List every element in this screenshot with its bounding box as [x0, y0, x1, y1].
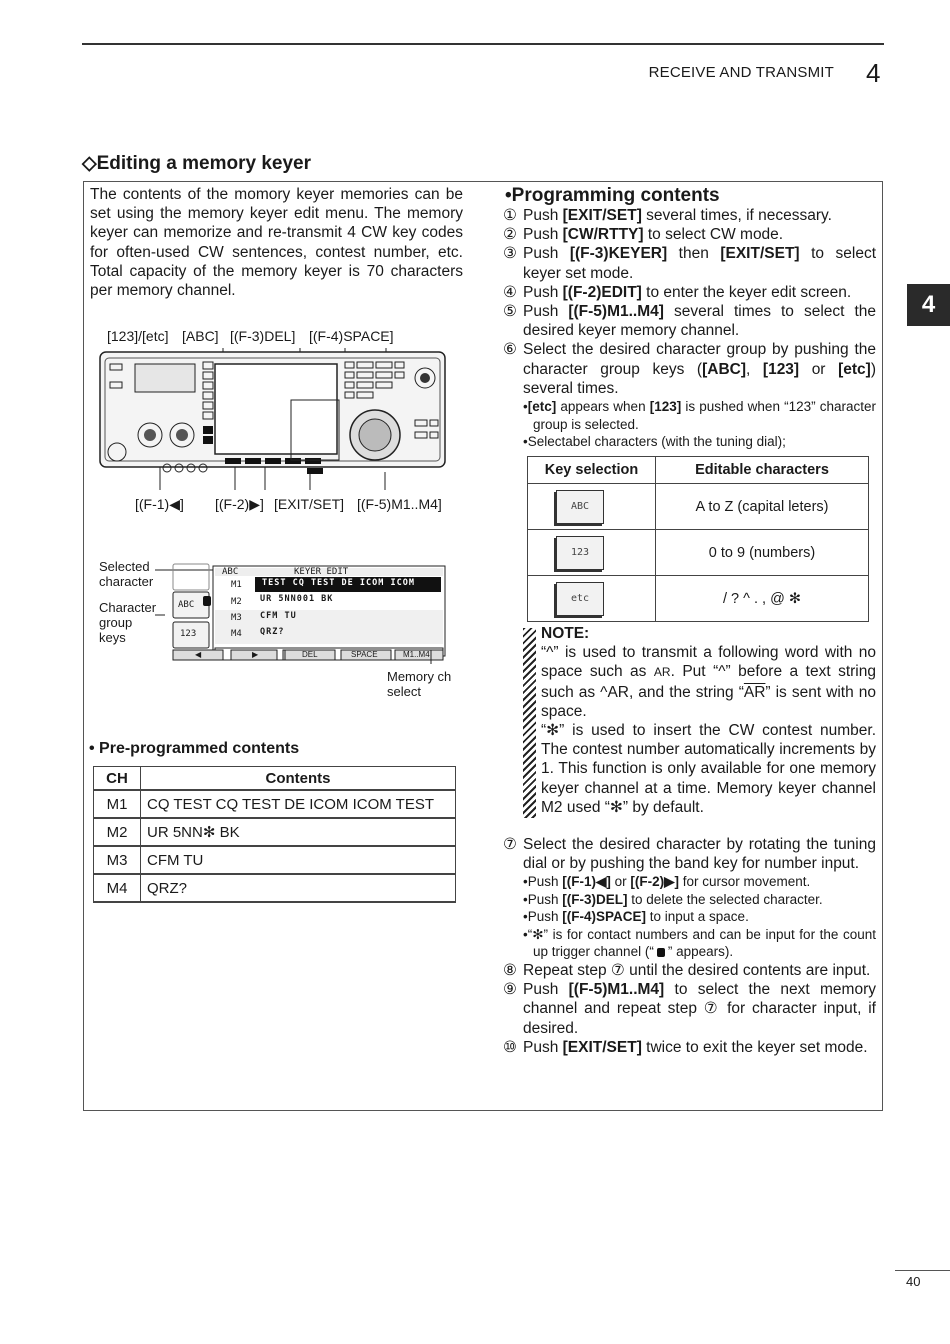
screen-mode: ABC — [222, 567, 239, 577]
step-7-space: •Push [(F-4)SPACE] to input a space. — [523, 909, 749, 925]
step-7: ⑦ Select the desired character by rotating the tuning dial or by pushing the band key for number input. — [503, 836, 876, 873]
note-hatch-bar — [523, 628, 536, 818]
screen-fkey-left: ◀ — [195, 650, 202, 659]
step-6: ⑥ Select the desired character group by pushing the character group keys ([ABC], [123] or [etc]) several times. — [503, 341, 876, 397]
step-7-cursor: •Push [(F-1)◀] or [(F-2)▶] for cursor movement. — [523, 874, 811, 890]
preprog-table — [93, 766, 456, 903]
preprog-ch: M3 — [94, 846, 141, 874]
note-block — [541, 624, 876, 817]
programming-steps-continued — [503, 835, 876, 1057]
chapter-number: 4 — [866, 58, 881, 88]
preprog-ch: M4 — [94, 874, 141, 902]
step-7-delete: •Push [(F-3)DEL] to delete the selected character. — [523, 891, 823, 907]
table-row — [94, 874, 456, 902]
key-selection-table — [527, 456, 869, 622]
label-character-group-keys: Character group keys — [99, 600, 157, 645]
step-2: ② Push [CW/RTTY] to select CW mode. — [503, 226, 784, 244]
transceiver-illustration — [95, 340, 455, 500]
screen-ch-m4: M4 — [231, 629, 242, 639]
label-memory-ch-select: Memory ch select — [387, 669, 452, 699]
screen-fkey-right: ▶ — [252, 650, 259, 659]
counter-icon — [657, 948, 665, 957]
table-row — [528, 576, 869, 622]
preprog-contents: QRZ? — [141, 874, 456, 902]
step-1: ① Push [EXIT/SET] several times, if necessary. — [503, 207, 832, 224]
screen-line-3: CFM TU — [260, 611, 297, 621]
preprog-ch: M1 — [94, 790, 141, 818]
label-f3-del: [(F-3)DEL] — [230, 328, 296, 344]
screen-ch-m1: M1 — [231, 580, 242, 590]
note-label: NOTE: — [541, 625, 590, 642]
screen-ch-m2: M2 — [231, 597, 242, 607]
page-number-rule — [895, 1270, 950, 1271]
page-number: 40 — [906, 1274, 921, 1289]
step-3: ③ Push [(F-3)KEYER] then [EXIT/SET] to select keyer set mode. — [503, 245, 877, 282]
step-10: ⑩ Push [EXIT/SET] twice to exit the keyer set mode. — [503, 1038, 868, 1056]
label-f1-left: [(F-1)◀] — [135, 496, 184, 512]
keys-chars: A to Z (capital leters) — [656, 484, 869, 530]
label-selected-character: Selected character — [99, 559, 154, 589]
preprog-heading: • Pre-programmed contents — [89, 740, 300, 757]
label-123-etc: [123]/[etc] — [107, 328, 169, 344]
table-row — [528, 530, 869, 576]
step-7-contest: •“✻” is for contact numbers and can be input for the count up trigger channel (“ ” appears). — [523, 926, 876, 960]
screen-line-4: QRZ? — [260, 627, 285, 637]
screen-ch-m3: M3 — [231, 613, 242, 623]
step-9: ⑨ Push [(F-5)M1..M4] to select the next memory channel and repeat step ⑦ for character input, if desired. — [503, 981, 876, 1037]
step-4: ④ Push [(F-2)EDIT] to enter the keyer edit screen. — [503, 283, 852, 301]
chapter-tab: 4 — [907, 284, 950, 326]
keys-chars: / ? ^ . , @ ✻ — [656, 576, 869, 622]
table-row — [94, 818, 456, 846]
preprog-header-contents: Contents — [141, 767, 456, 791]
screen-fkey-m1m4: M1..M4 — [403, 650, 430, 659]
step-6-note-selectable: •Selectabel characters (with the tuning dial); — [523, 434, 786, 450]
step-8: ⑧ Repeat step ⑦ until the desired contents are input. — [503, 961, 871, 979]
running-header: RECEIVE AND TRANSMIT — [648, 64, 834, 81]
screen-fkey-del: DEL — [302, 650, 318, 659]
table-row — [528, 484, 869, 530]
123-key-icon: 123 — [556, 536, 604, 570]
preprog-ch: M2 — [94, 818, 141, 846]
section-title: ◇Editing a memory keyer — [82, 153, 311, 174]
note-paragraph-1: “^” is used to transmit a following word with no space such as AR. Put “^” before a text string such as ^AR, and the string “$\overline{AR}$” is sent with no space. — [541, 644, 876, 720]
preprog-contents: CQ TEST CQ TEST DE ICOM ICOM TEST — [141, 790, 456, 818]
preprog-header-ch: CH — [94, 767, 141, 791]
label-exit-set: [EXIT/SET] — [274, 496, 345, 512]
note-paragraph-2: “✻” is used to insert the CW contest number. The contest number automatically increments by 1. This function is only available for one memory keyer channel at a time. Memory keyer channel M2 used “✻” by default. — [541, 722, 876, 816]
label-abc: [ABC] — [182, 328, 219, 344]
table-row — [94, 790, 456, 818]
keys-header-selection: Key selection — [528, 457, 656, 484]
label-f2-right: [(F-2)▶] — [215, 496, 264, 512]
abc-key-icon: ABC — [556, 490, 604, 524]
screen-line-2: UR 5NN001 BK — [260, 594, 334, 604]
screen-line-1: TEST CQ TEST DE ICOM ICOM — [262, 578, 415, 588]
screen-fkey-space: SPACE — [351, 650, 378, 659]
table-row — [94, 846, 456, 874]
top-rule — [82, 43, 884, 45]
keys-chars: 0 to 9 (numbers) — [656, 530, 869, 576]
screen-key-123: 123 — [180, 629, 197, 639]
step-5: ⑤ Push [(F-5)M1..M4] several times to select the desired keyer memory channel. — [503, 303, 877, 340]
label-f4-space: [(F-4)SPACE] — [309, 328, 394, 344]
intro-paragraph: The contents of the momory keyer memories can be set using the memory keyer edit menu. The memory keyer can memorize and re-transmit 4 CW key codes for often-used CW sentences, contest number, etc. Total capacity of the memory keyer is 70 characters per memory channel. — [90, 186, 463, 300]
programming-steps — [503, 206, 876, 451]
preprog-contents: UR 5NN✻ BK — [141, 818, 456, 846]
programming-heading: •Programming contents — [505, 185, 720, 206]
label-f5-m1m4: [(F-5)M1..M4] — [357, 496, 442, 512]
screen-title: KEYER EDIT — [294, 567, 349, 577]
keys-header-chars: Editable characters — [656, 457, 869, 484]
step-6-note-etc: •[etc] appears when [123] is pushed when “123” character group is selected. — [523, 399, 877, 432]
screen-key-abc: ABC — [178, 600, 195, 610]
preprog-contents: CFM TU — [141, 846, 456, 874]
etc-key-icon: etc — [556, 582, 604, 616]
